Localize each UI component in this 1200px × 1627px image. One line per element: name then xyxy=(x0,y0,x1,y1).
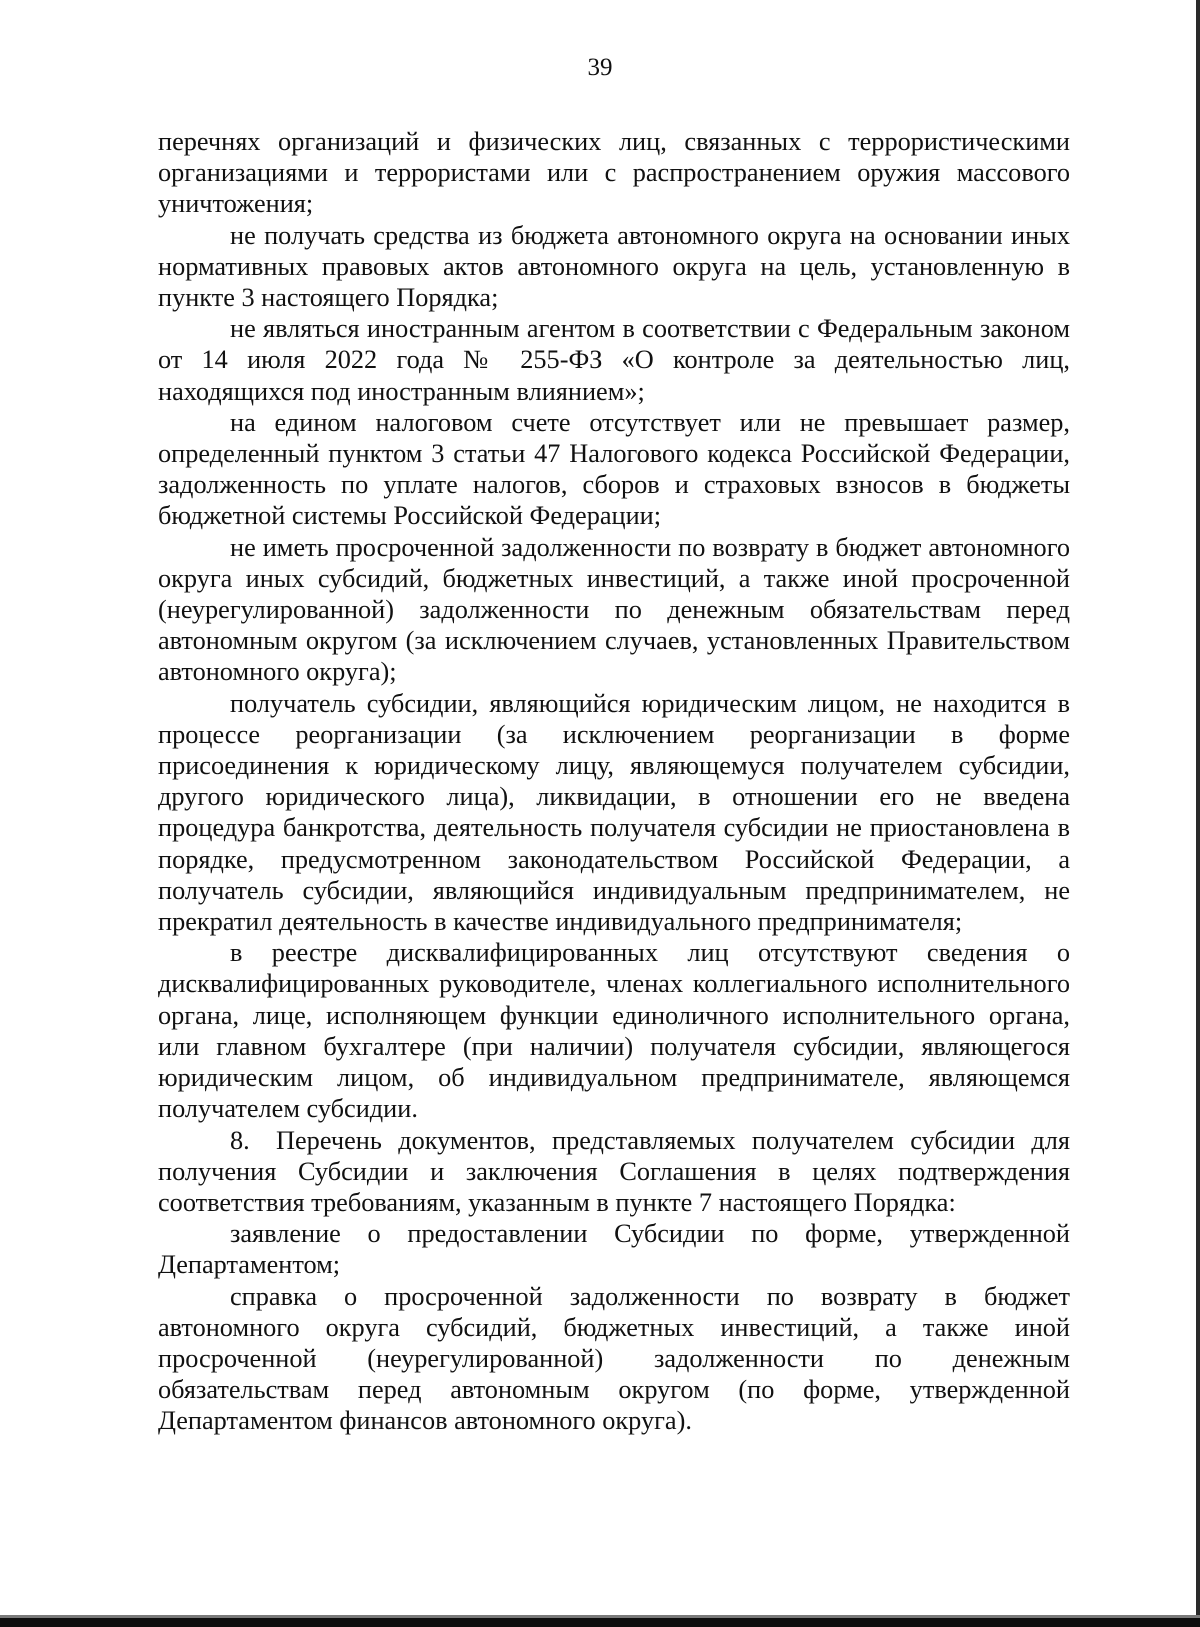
paragraph-budget-funds: не получать средства из бюджета автономного округа на основании иных нормативных правовых актов автономного округа на цель, установленную в пункте 3 настоящего Порядка; xyxy=(158,220,1070,313)
paragraph-reorganization: получатель субсидии, являющийся юридическим лицом, не находится в процессе реорганизации (за исключением реорганизации в форме присоединения к юридическому лицу, являющемуся получателем субсидии, другого юридического лица), ликвидации, в отношении его не введена процедура банкротства, деятельность получателя субсидии не приостановлена в порядке, предусмотренном законодательством Российской Федерации, а получатель субсидии, являющийся индивидуальным предпринимателем, не прекратил деятельность в качестве индивидуального предпринимателя; xyxy=(158,688,1070,937)
paragraph-foreign-agent: не являться иностранным агентом в соответствии с Федеральным законом от 14 июля 2022 года № 255-ФЗ «О контроле за деятельностью лиц, находящихся под иностранным влиянием»; xyxy=(158,314,1070,406)
paragraph-disqualified-registry: в реестре дисквалифицированных лиц отсутствуют сведения о дисквалифицированных руководителе, членах коллегиального исполнительного органа, лице, исполняющем функции единоличного исполнительного органа, или главном бухгалтере (при наличии) получателя субсидии, являющегося юридическим лицом, об индивидуальном предпринимателе, являющемся получателем субсидии. xyxy=(158,938,1070,1124)
scan-bottom-edge xyxy=(0,1618,1200,1627)
page-number: 39 xyxy=(587,54,613,81)
paragraph-application: заявление о предоставлении Субсидии по форме, утвержденной Департаментом; xyxy=(158,1219,1070,1280)
scan-right-edge xyxy=(1196,0,1200,1627)
document-body xyxy=(158,126,1070,1437)
paragraph-overdue-debt: не иметь просроченной задолженности по возврату в бюджет автономного округа иных субсидий, бюджетных инвестиций, а также иной просроченной (неурегулированной) задолженности по денежным обязательствам перед автономным округом (за исключением случаев, установленных Правительством автономного округа); xyxy=(158,532,1070,687)
paragraph-certificate: справка о просроченной задолженности по возврату в бюджет автономного округа субсидий, бюджетных инвестиций, а также иной просроченной (неурегулированной) задолженности по денежным обязательствам перед автономным округом (по форме, утвержденной Департаментом финансов автономного округа). xyxy=(158,1281,1070,1436)
paragraph-continuation: перечнях организаций и физических лиц, связанных с террористическими организациями и террористами или с распространением оружия массового уничтожения; xyxy=(158,127,1070,219)
paragraph-tax-account: на едином налоговом счете отсутствует или не превышает размер, определенный пунктом 3 статьи 47 Налогового кодекса Российской Федерации, задолженность по уплате налогов, сборов и страховых взносов в бюджеты бюджетной системы Российской Федерации; xyxy=(158,407,1070,531)
paragraph-item-8: 8. Перечень документов, представляемых получателем субсидии для получения Субсидии и заключения Соглашения в целях подтверждения соответствия требованиям, указанным в пункте 7 настоящего Порядка: xyxy=(158,1125,1070,1217)
